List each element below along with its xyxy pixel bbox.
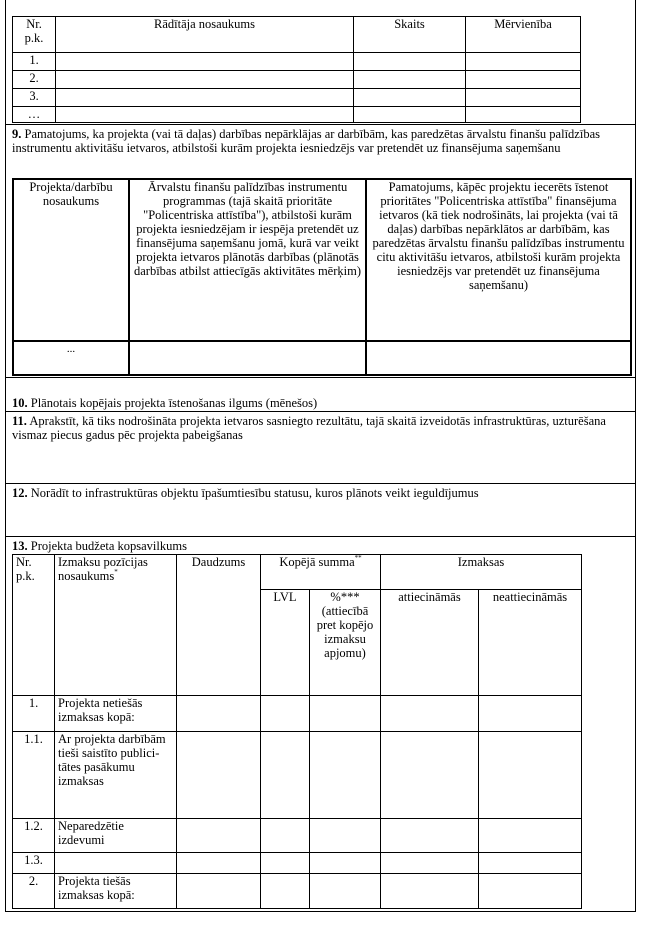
header-lvl: LVL [261,590,310,696]
divider [5,536,636,537]
header-unit: Mērvienība [466,17,581,53]
cell[interactable] [310,853,381,874]
section-11 [12,414,627,442]
header-cost-item: Izmaksu pozīcijas nosaukums* [55,555,177,696]
divider [5,124,636,125]
section-number: 9. [12,127,22,141]
section-number: 11. [12,414,27,428]
section-12 [12,486,627,500]
cell[interactable] [479,696,582,732]
cell[interactable] [310,696,381,732]
cell[interactable] [56,53,354,71]
header-eligible: attiecināmās [381,590,479,696]
header-nr: Nr. p.k. [13,555,55,696]
header-count: Skaits [354,17,466,53]
indicator-table [12,16,581,123]
header-percent: %*** (attiecībā pret kopējo izmaksu apjomu) [310,590,381,696]
row-name: Projekta netiešās izmaksas kopā: [55,696,177,732]
table-row [13,874,582,909]
section-number: 13. [12,539,28,553]
cell[interactable] [381,874,479,909]
row-number: 1. [13,53,56,71]
cell[interactable] [466,107,581,123]
cell[interactable] [381,732,479,819]
header-project-name: Projekta/darbību nosaukums [13,179,129,341]
section-text: Aprakstīt, kā tiks nodrošināta projekta ietvaros sasniegto rezultātu, tajā skaitā izveidotās infrastruktūras, uzturēšana vismaz piecus gadus pēc projekta pabeigšanas [12,414,606,442]
cell[interactable] [479,819,582,853]
overlap-table [12,178,632,376]
header-justification: Pamatojums, kāpēc projektu iecerēts īstenot prioritātes "Policentriska attīstība" finansējuma ietvaros (kā tiek nodrošināts, lai projekta (vai tā daļas) darbības nepārklātos ar darbībām, kas paredzētas ārvalstu finanšu palīdzības instrumentu citu aktivitāšu ietvaros, atbilstoši kurām projekta iesniedzējs var pretendēt uz finansējuma saņemšanu) [366,179,631,341]
table-row [13,853,582,874]
table-row [13,71,581,89]
row-number: 1.1. [13,732,55,819]
divider [5,377,636,378]
table-row [13,696,582,732]
cell[interactable] [354,71,466,89]
header-nr: Nr. p.k. [13,17,56,53]
cell[interactable] [381,819,479,853]
cell[interactable] [177,696,261,732]
divider [5,411,636,412]
row-number: 3. [13,89,56,107]
header-foreign-programmes: Ārvalstu finanšu palīdzības instrumentu programmas (tajā skaitā prioritāte "Policentriska attīstība"), atbilstoši kurām projekta iesniedzējam ir iespēja pretendēt uz finansējuma saņemšanu jomā, kurā var veikt projekta ietvaros plānotās darbības (plānotās darbības atbilst attiecīgās aktivitātes mērķim) [129,179,366,341]
section-text: Plānotais kopējais projekta īstenošanas ilgums (mēnešos) [30,396,318,410]
row-name: Neparedzētie izdevumi [55,819,177,853]
section-9-heading [12,127,627,155]
budget-table [12,554,582,909]
cell[interactable] [466,53,581,71]
cell[interactable] [466,89,581,107]
cell[interactable] [177,853,261,874]
cell[interactable] [381,853,479,874]
header-costs: Izmaksas [381,555,582,590]
cell[interactable] [129,341,366,375]
row-number: … [13,107,56,123]
table-row [13,341,631,375]
cell[interactable] [354,89,466,107]
table-row [13,107,581,123]
row-name: Projekta tiešās izmaksas kopā: [55,874,177,909]
cell[interactable] [177,874,261,909]
cell[interactable] [354,107,466,123]
cell[interactable] [261,874,310,909]
cell[interactable] [366,341,631,375]
header-indicator-name: Rādītāja nosaukums [56,17,354,53]
table-row [13,732,582,819]
header-total-sum: Kopējā summa** [261,555,381,590]
table-row [13,819,582,853]
cell[interactable] [310,732,381,819]
row-ellipsis: ... [13,341,129,375]
cell[interactable] [56,89,354,107]
row-number: 2. [13,874,55,909]
section-text: Norādīt to infrastruktūras objektu īpašumtiesību statusu, kuros plānots veikt ieguldījumus [30,486,479,500]
cell[interactable] [381,696,479,732]
section-number: 10. [12,396,28,410]
row-number: 1.3. [13,853,55,874]
cell[interactable] [310,819,381,853]
header-ineligible: neattiecināmās [479,590,582,696]
section-text: Pamatojums, ka projekta (vai tā daļas) darbības nepārklājas ar darbībām, kas paredzētas ārvalstu finanšu palīdzības instrumentu aktivitāšu ietvaros, atbilstoši kurām projekta iesniedzējs var pretendēt uz finansējuma saņemšanu [12,127,600,155]
cell[interactable] [310,874,381,909]
section-10 [12,396,627,410]
row-number: 2. [13,71,56,89]
cell[interactable] [56,107,354,123]
cell[interactable] [479,732,582,819]
cell[interactable] [479,853,582,874]
cell[interactable] [261,819,310,853]
header-quantity: Daudzums [177,555,261,696]
table-row [13,89,581,107]
cell[interactable] [479,874,582,909]
cell[interactable] [56,71,354,89]
divider [5,483,636,484]
cell[interactable] [177,819,261,853]
cell[interactable] [354,53,466,71]
cell[interactable] [261,853,310,874]
table-row [13,53,581,71]
row-number: 1.2. [13,819,55,853]
cell[interactable] [177,732,261,819]
row-name: Ar projekta darbībām tieši saistīto publici-tātes pasākumu izmaksas [55,732,177,819]
cell[interactable] [466,71,581,89]
row-number: 1. [13,696,55,732]
row-name [55,853,177,874]
section-text: Projekta budžeta kopsavilkums [30,539,187,553]
cell[interactable] [261,696,310,732]
section-13-heading [12,539,627,553]
cell[interactable] [261,732,310,819]
section-number: 12. [12,486,28,500]
